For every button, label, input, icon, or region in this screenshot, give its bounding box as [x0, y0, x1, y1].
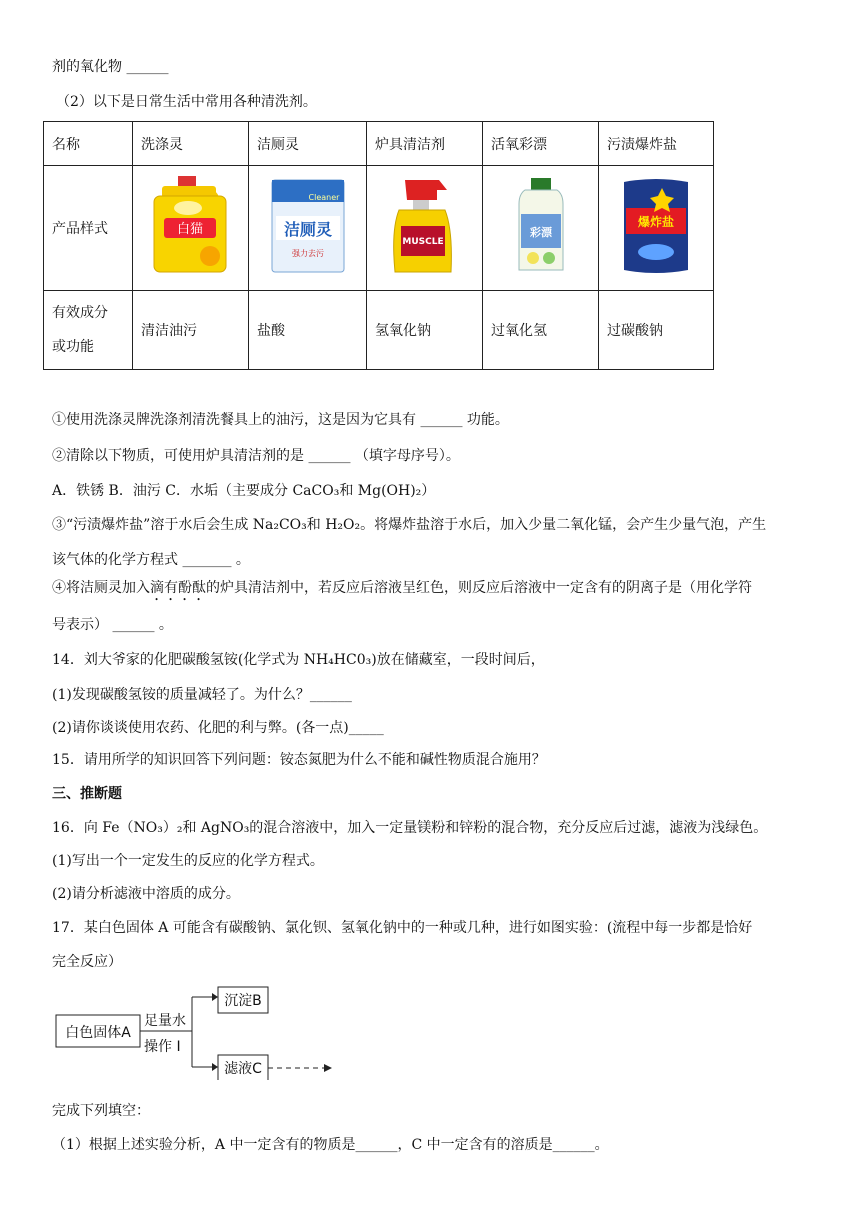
q13-item-3-line-a: ③“污渍爆炸盐”溶于水后会生成 Na₂CO₃和 H₂O₂。将爆炸盐溶于水后，加入少量二氧化锰，会产生少量气泡，产生	[52, 517, 767, 533]
section-3-title: 三、推断题	[52, 786, 122, 802]
table-row-style	[44, 166, 714, 291]
product-name-4: 活氧彩漂	[483, 122, 599, 166]
box-filtrate-c-label: 滤液C	[224, 1061, 262, 1077]
product-name-1: 洗涤灵	[133, 122, 249, 166]
dish-soap-bottle-icon	[148, 174, 234, 278]
table-row-function	[44, 291, 714, 370]
q16-sub-2: (2)请分析滤液中溶质的成分。	[52, 886, 240, 902]
spray-bottle-icon	[385, 174, 465, 278]
q13-item-2: ②清除以下物质，可使用炉具清洁剂的是 ______ （填字母序号）。	[52, 448, 460, 464]
label-sufficient-water: 足量水	[144, 1013, 186, 1029]
q13-item-3-line-b: 该气体的化学方程式 _______ 。	[52, 552, 250, 568]
row-header-function-a: 有效成分	[52, 305, 108, 321]
row-header-name: 名称	[44, 122, 133, 166]
product-function-3: 氢氧化钠	[367, 291, 483, 370]
q13-item-4-line-b: 号表示） ______ 。	[52, 617, 173, 633]
product-function-4: 过氧化氢	[483, 291, 599, 370]
product-name-2: 洁厕灵	[249, 122, 367, 166]
box-precipitate-b-label: 沉淀B	[224, 993, 262, 1009]
q13-item-4-pre: ④将洁厕灵加入	[52, 580, 150, 596]
row-header-function	[44, 291, 133, 370]
product-name-3: 炉具清洁剂	[367, 122, 483, 166]
table-row-name	[44, 122, 714, 166]
product-function-1: 清洁油污	[133, 291, 249, 370]
package-text-5: 爆炸盐	[637, 215, 675, 229]
package-text-2b: 洁厕灵	[283, 220, 332, 239]
q17-stem-line-a: 17．某白色固体 A 可能含有碳酸钠、氯化钡、氢氧化钠中的一种或几种，进行如图实验：(流程中每一步都是恰好	[52, 920, 753, 936]
product-image-cell-2	[249, 166, 367, 291]
q13-item-4-post: 的炉具清洁剂中，若反应后溶液呈红色，则反应后溶液中一定含有的阴离子是（用化学符	[206, 580, 752, 596]
product-function-2: 盐酸	[249, 291, 367, 370]
arrowhead-dashed-icon	[324, 1064, 332, 1072]
product-image-cell-5	[599, 166, 714, 291]
package-text-1: 白猫	[176, 222, 203, 237]
package-text-4: 彩漂	[529, 226, 552, 239]
cleaner-table	[43, 121, 714, 370]
q16-sub-1: (1)写出一个一定发生的反应的化学方程式。	[52, 853, 324, 869]
package-text-2c: 强力去污	[291, 249, 324, 258]
q17-fill-intro: 完成下列填空：	[52, 1103, 150, 1119]
flow-diagram	[52, 985, 342, 1080]
package-text-3: MUSCLE	[401, 237, 444, 247]
package-text-2a: Cleaner	[308, 193, 339, 202]
q13-item-4-dotted: 滴有酚酞	[150, 580, 206, 596]
q13-item-1: ①使用洗涤灵牌洗涤剂清洗餐具上的油污，这是因为它具有 ______ 功能。	[52, 412, 509, 428]
q17-fill-1: （1）根据上述实验分析，A 中一定含有的物质是______，C 中一定含有的溶质是______。	[52, 1137, 609, 1153]
detergent-bag-icon	[616, 174, 696, 278]
box-solid-a-label: 白色固体A	[65, 1025, 131, 1041]
q16-stem: 16．向 Fe（NO₃）₂和 AgNO₃的混合溶液中，加入一定量镁粉和锌粉的混合物，充分反应后过滤，滤液为浅绿色。	[52, 820, 768, 836]
product-image-cell-1	[133, 166, 249, 291]
q14-stem: 14．刘大爷家的化肥碳酸氢铵(化学式为 NH₄HC0₃)放在储藏室，一段时间后，	[52, 652, 545, 668]
row-header-function-b: 或功能	[52, 339, 94, 355]
q14-sub-2: (2)请你谈谈使用农药、化肥的利与弊。(各一点)_____	[52, 720, 384, 736]
q13-options: A．铁锈 B．油污 C．水垢（主要成分 CaCO₃和 Mg(OH)₂）	[52, 483, 436, 499]
product-function-5: 过碳酸钠	[599, 291, 714, 370]
bleach-bottle-icon	[511, 174, 571, 278]
product-image-cell-4	[483, 166, 599, 291]
q14-sub-1: (1)发现碳酸氢铵的质量减轻了。为什么？______	[52, 687, 352, 703]
q15-stem: 15．请用所学的知识回答下列问题：铵态氮肥为什么不能和碱性物质混合施用？	[52, 752, 546, 768]
toilet-cleaner-bag-icon	[268, 176, 348, 276]
product-image-cell-3	[367, 166, 483, 291]
q13-top-line: 剂的氧化物 ______	[52, 59, 169, 75]
arrowhead-bottom-icon	[212, 1063, 218, 1071]
row-header-style: 产品样式	[44, 166, 133, 291]
q13-item-4-line-a	[52, 578, 752, 604]
q17-stem-line-b: 完全反应）	[52, 954, 122, 970]
arrowhead-top-icon	[212, 993, 218, 1001]
q13-part2-intro: （2）以下是日常生活中常用各种清洗剂。	[56, 94, 317, 110]
label-operation-1: 操作 I	[144, 1039, 181, 1055]
product-name-5: 污渍爆炸盐	[599, 122, 714, 166]
